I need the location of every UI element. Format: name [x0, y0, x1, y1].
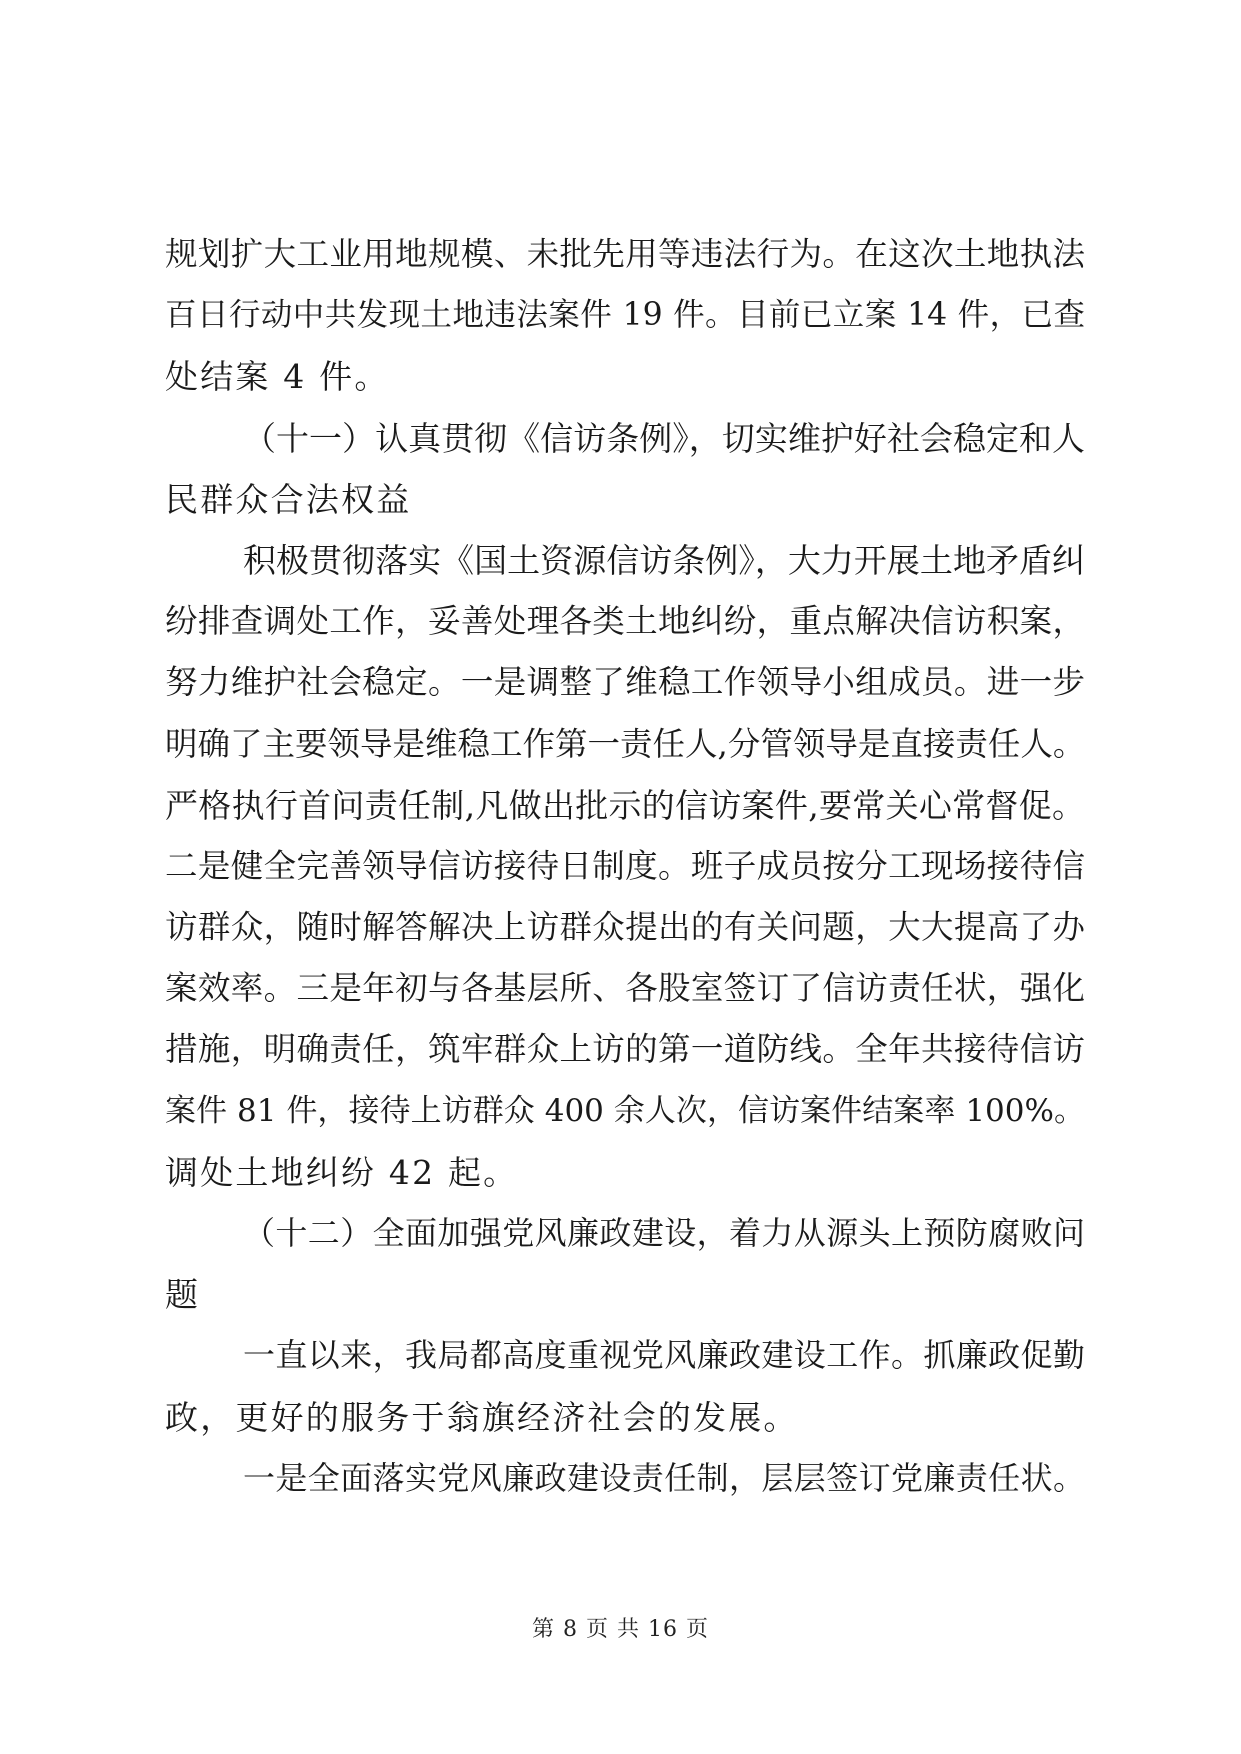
text-line-11: 二是健全完善领导信访接待日制度。班子成员按分工现场接待信: [165, 846, 1085, 885]
section-heading-11-line-1: （十一）认真贯彻《信访条例》，切实维护好社会稳定和人: [243, 418, 1085, 458]
text-line-10: 严格执行首问责任制,凡做出批示的信访案件,要常关心常督促。: [165, 785, 1085, 825]
section-heading-12-line-1: （十二）全面加强党风廉政建设，着力从源头上预防腐败问: [243, 1214, 1085, 1252]
text-line-14: 措施，明确责任，筑牢群众上访的第一道防线。全年共接待信访: [165, 1030, 1085, 1069]
text-line-2: 百日行动中共发现土地违法案件 19 件。目前已立案 14 件，已查: [165, 297, 1085, 334]
text-line-3: 处结案 4 件。: [165, 357, 390, 397]
section-heading-12-line-2: 题: [165, 1275, 201, 1315]
text-line-13: 案效率。三是年初与各基层所、各股室签订了信访责任状，强化: [165, 969, 1085, 1008]
section-heading-11-line-2: 民群众合法权益: [165, 479, 412, 519]
text-line-6: 积极贯彻落实《国土资源信访条例》，大力开展土地矛盾纠: [243, 540, 1085, 580]
text-line-7: 纷排查调处工作，妥善处理各类土地纠纷，重点解决信访积案，: [165, 602, 1085, 641]
text-line-12: 访群众，随时解答解决上访群众提出的有关问题，大大提高了办: [165, 908, 1085, 947]
text-line-16: 调处土地纠纷 42 起。: [165, 1152, 519, 1192]
document-body: [165, 224, 1085, 1509]
text-line-19: 一直以来，我局都高度重视党风廉政建设工作。抓廉政促勤: [243, 1336, 1085, 1375]
text-line-9: 明确了主要领导是维稳工作第一责任人,分管领导是直接责任人。: [165, 724, 1086, 763]
text-line-20: 政，更好的服务于翁旗经济社会的发展。: [165, 1397, 799, 1437]
page-number-footer: 第 8 页 共 16 页: [532, 1617, 709, 1642]
text-line-8: 努力维护社会稳定。一是调整了维稳工作领导小组成员。进一步: [165, 663, 1085, 702]
text-line-21: 一是全面落实党风廉政建设责任制，层层签订党廉责任状。: [243, 1458, 1085, 1497]
text-line-15: 案件 81 件，接待上访群众 400 余人次，信访案件结案率 100%。: [165, 1092, 1085, 1129]
text-line-1: 规划扩大工业用地规模、未批先用等违法行为。在这次土地执法: [165, 235, 1085, 273]
